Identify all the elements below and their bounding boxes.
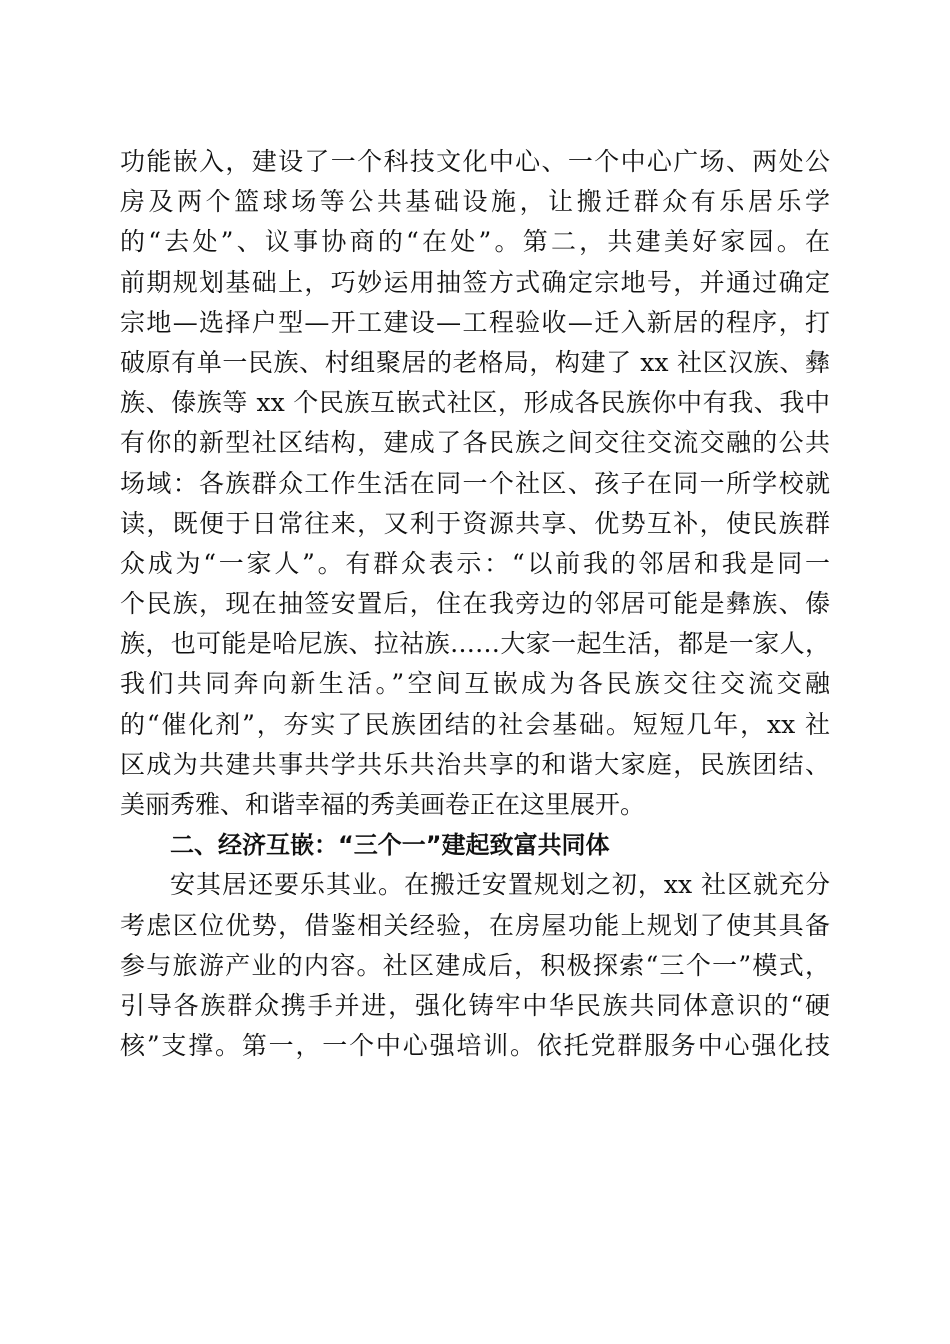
paragraph-economic-integration [120, 865, 830, 1066]
text-line: 读，既便于日常往来，又利于资源共享、优势互补，使民族群 [120, 508, 830, 538]
text-line: 功能嵌入，建设了一个科技文化中心、一个中心广场、两处公 [120, 147, 830, 176]
text-line: 安其居还要乐其业。在搬迁安置规划之初，xx 社区就充分 [170, 870, 830, 900]
text-line: 族、傣族等 xx 个民族互嵌式社区，形成各民族你中有我、我中 [120, 388, 830, 418]
text-line: 房及两个篮球场等公共基础设施，让搬迁群众有乐居乐学 [120, 187, 830, 217]
text-line: 参与旅游产业的内容。社区建成后，积极探索“三个一”模式， [120, 950, 830, 980]
text-line: 场域：各族群众工作生活在同一个社区、孩子在同一所学校就 [120, 468, 830, 498]
section-heading: 二、经济互嵌：“三个一”建起致富共同体 [170, 831, 610, 860]
paragraph-community-integration [120, 142, 830, 825]
text-line: 美丽秀雅、和谐幸福的秀美画卷正在这里展开。 [120, 790, 646, 819]
text-line: 的“催化剂”，夯实了民族团结的社会基础。短短几年，xx 社 [120, 709, 830, 739]
text-line: 宗地—选择户型—开工建设—工程验收—迁入新居的程序，打 [120, 307, 830, 337]
document-body [120, 142, 830, 1066]
text-line: 的“去处”、议事协商的“在处”。第二，共建美好家园。在 [120, 227, 830, 257]
text-line: 破原有单一民族、村组聚居的老格局，构建了 xx 社区汉族、彝 [120, 347, 830, 377]
text-line: 族，也可能是哈尼族、拉祜族……大家一起生活，都是一家人， [120, 629, 830, 659]
text-line: 区成为共建共事共学共乐共治共享的和谐大家庭，民族团结、 [120, 749, 830, 779]
text-line: 有你的新型社区结构，建成了各民族之间交往交流交融的公共 [120, 428, 830, 458]
text-line: 核”支撑。第一，一个中心强培训。依托党群服务中心强化技 [120, 1031, 830, 1061]
text-line: 个民族，现在抽签安置后，住在我旁边的邻居可能是彝族、傣 [120, 589, 830, 619]
text-line: 众成为“一家人”。有群众表示：“以前我的邻居和我是同一 [120, 548, 830, 578]
text-line: 引导各族群众携手并进，强化铸牢中华民族共同体意识的“硬 [120, 990, 830, 1020]
text-line: 前期规划基础上，巧妙运用抽签方式确定宗地号，并通过确定 [120, 267, 830, 297]
text-line: 我们共同奔向新生活。”空间互嵌成为各民族交往交流交融 [120, 669, 830, 699]
text-line: 考虑区位优势，借鉴相关经验，在房屋功能上规划了使其具备 [120, 910, 830, 940]
